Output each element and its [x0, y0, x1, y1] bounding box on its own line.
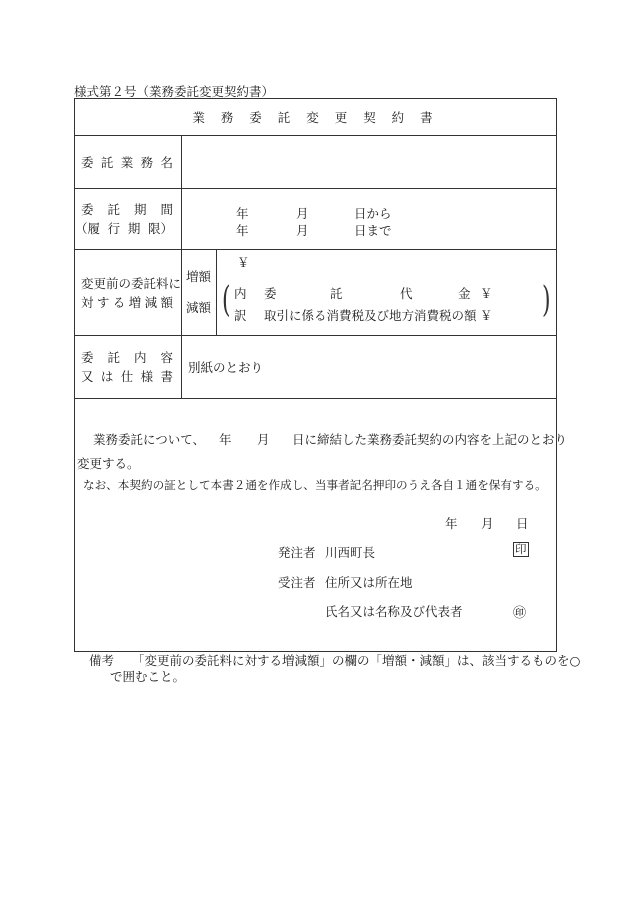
task-name-field[interactable]: [182, 136, 557, 189]
period-label: 委 託 期 間 （履 行 期 限）: [75, 189, 182, 250]
right-bracket: ): [542, 281, 551, 322]
left-bracket: (: [222, 281, 231, 322]
contractor-label: 受注者: [278, 575, 316, 590]
amount-change-label: 変更前の委託料に 対 す る 増 減 額: [75, 250, 182, 336]
task-name-row: [75, 136, 557, 189]
agreement-body-row: [75, 399, 557, 652]
remarks-heading: 備考: [89, 653, 115, 668]
contractor-address-label: 住所又は所在地: [325, 575, 413, 590]
orderer-name: 川西町長: [325, 545, 376, 560]
form-title: 業 務 委 託 変 更 契 約 書: [75, 99, 557, 136]
period-row: [75, 189, 557, 250]
period-field[interactable]: 年 月 日から 年 月 日まで: [182, 189, 557, 250]
form-number-label: 様式第２号（業務委託変更契約書）: [74, 84, 275, 99]
spec-label: 委 託 内 容 又 は 仕 様 書: [75, 336, 182, 399]
increase-option[interactable]: 増額: [186, 269, 212, 284]
seal-icon: ㊞: [513, 606, 527, 621]
orderer-label: 発注者: [278, 545, 316, 560]
seal-icon: 印: [515, 542, 527, 556]
agreement-body: 業務委託について、 年 月 日に締結した業務委託契約の内容を上記のとおり 変更する。 なお、本契約の証として本書２通を作成し、当事者記名押印のうえ各自１通を保有する。 年 月 日 発注者 川西町長 印 受注者 住所又は所在地 氏名又は名称及び代表者 ㊞: [75, 399, 557, 652]
tax-amount-label: 取引に係る消費税及び地方消費税の額: [264, 308, 477, 323]
amount-change-field[interactable]: 増額 減額 ￥ ( ) 内 委 託 代 金 ￥ 訳 取引に係る消費税及び地方消費税の額 ￥: [182, 250, 557, 336]
spec-value: 別紙のとおり: [182, 336, 557, 399]
remarks-text-continued: で囲むこと。: [110, 669, 186, 684]
remarks-text: 「変更前の委託料に対する増減額」の欄の「増額・減額」は、該当するものを○: [132, 653, 581, 668]
contractor-name-label: 氏名又は名称及び代表者: [325, 604, 463, 619]
amount-yen: ￥: [237, 255, 250, 270]
decrease-option[interactable]: 減額: [186, 300, 212, 315]
increase-decrease-cell: [182, 250, 217, 335]
amount-change-row: [75, 250, 557, 336]
spec-row: [75, 336, 557, 399]
task-name-label: 委 託 業 務 名: [75, 136, 182, 189]
contract-form-table: [74, 98, 568, 652]
